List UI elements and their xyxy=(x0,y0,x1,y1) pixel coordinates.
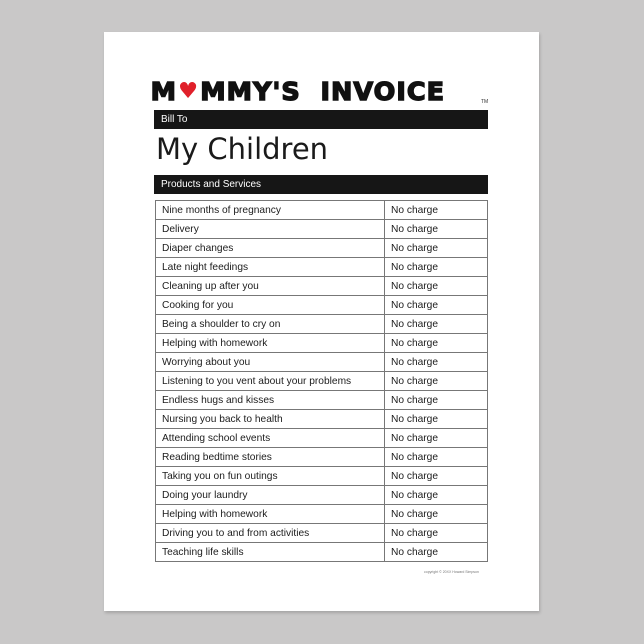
table-row xyxy=(156,524,488,543)
charge-cell: No charge xyxy=(385,524,488,543)
table-row xyxy=(156,277,488,296)
service-cell: Delivery xyxy=(156,220,385,239)
copyright-text: copyright © 20XX Howard Simpson xyxy=(424,570,479,574)
table-row xyxy=(156,467,488,486)
table-row xyxy=(156,372,488,391)
service-cell: Driving you to and from activities xyxy=(156,524,385,543)
charge-cell: No charge xyxy=(385,296,488,315)
service-cell: Helping with homework xyxy=(156,334,385,353)
charge-cell: No charge xyxy=(385,201,488,220)
charge-cell: No charge xyxy=(385,315,488,334)
charge-cell: No charge xyxy=(385,486,488,505)
charge-cell: No charge xyxy=(385,277,488,296)
charge-cell: No charge xyxy=(385,543,488,562)
service-cell: Diaper changes xyxy=(156,239,385,258)
table-row xyxy=(156,239,488,258)
title-rest: MMY'S INVOICE xyxy=(200,76,446,106)
table-row xyxy=(156,486,488,505)
charge-cell: No charge xyxy=(385,467,488,486)
charge-cell: No charge xyxy=(385,334,488,353)
table-row xyxy=(156,353,488,372)
table-row xyxy=(156,543,488,562)
charge-cell: No charge xyxy=(385,410,488,429)
table-row xyxy=(156,315,488,334)
service-cell: Nursing you back to health xyxy=(156,410,385,429)
invoice-poster xyxy=(104,32,539,611)
service-cell: Doing your laundry xyxy=(156,486,385,505)
service-cell: Taking you on fun outings xyxy=(156,467,385,486)
table-row xyxy=(156,429,488,448)
table-row xyxy=(156,334,488,353)
table-row xyxy=(156,505,488,524)
service-cell: Worrying about you xyxy=(156,353,385,372)
charge-cell: No charge xyxy=(385,429,488,448)
bill-to-bar: Bill To xyxy=(154,110,488,129)
charge-cell: No charge xyxy=(385,258,488,277)
title-prefix: M xyxy=(150,76,178,106)
service-cell: Being a shoulder to cry on xyxy=(156,315,385,334)
trademark-mark: TM xyxy=(481,99,489,105)
service-cell: Helping with homework xyxy=(156,505,385,524)
service-cell: Reading bedtime stories xyxy=(156,448,385,467)
charge-cell: No charge xyxy=(385,505,488,524)
charge-cell: No charge xyxy=(385,353,488,372)
table-row xyxy=(156,410,488,429)
service-cell: Cleaning up after you xyxy=(156,277,385,296)
table-row xyxy=(156,391,488,410)
service-cell: Listening to you vent about your problems xyxy=(156,372,385,391)
charge-cell: No charge xyxy=(385,220,488,239)
table-row xyxy=(156,258,488,277)
products-services-bar: Products and Services xyxy=(154,175,488,194)
services-table xyxy=(155,200,488,562)
charge-cell: No charge xyxy=(385,391,488,410)
table-row xyxy=(156,448,488,467)
service-cell: Nine months of pregnancy xyxy=(156,201,385,220)
recipient-name: My Children xyxy=(156,132,329,166)
service-cell: Late night feedings xyxy=(156,258,385,277)
service-cell: Attending school events xyxy=(156,429,385,448)
table-row xyxy=(156,201,488,220)
table-row xyxy=(156,296,488,315)
service-cell: Endless hugs and kisses xyxy=(156,391,385,410)
charge-cell: No charge xyxy=(385,239,488,258)
service-cell: Cooking for you xyxy=(156,296,385,315)
charge-cell: No charge xyxy=(385,448,488,467)
service-cell: Teaching life skills xyxy=(156,543,385,562)
invoice-title xyxy=(151,76,495,106)
table-row xyxy=(156,220,488,239)
charge-cell: No charge xyxy=(385,372,488,391)
heart-icon: ♥ xyxy=(178,78,200,104)
